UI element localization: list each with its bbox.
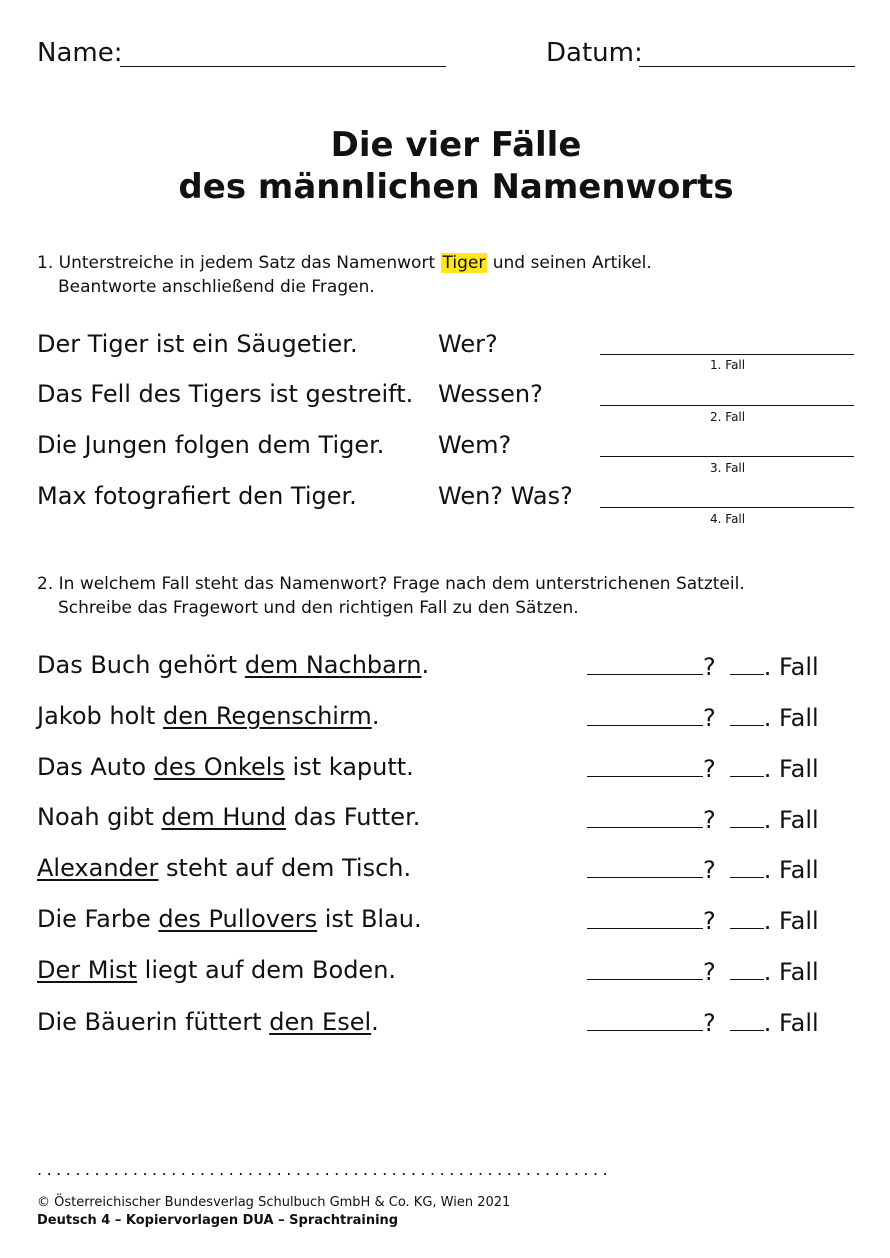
task1-question: Wer?	[438, 330, 498, 358]
sentence-text: .	[421, 651, 430, 679]
task1-sentence: Die Jungen folgen dem Tiger.	[37, 431, 385, 459]
task2-answer	[587, 907, 819, 935]
case-number-blank[interactable]	[730, 857, 764, 878]
task2-sentence	[37, 651, 429, 679]
task1-question: Wessen?	[438, 380, 543, 408]
fall-text: . Fall	[763, 958, 819, 986]
sentence-text: ist Blau.	[317, 905, 422, 933]
question-mark: ?	[703, 806, 716, 834]
underlined-phrase: den Regenschirm	[162, 702, 372, 730]
case-number-blank[interactable]	[730, 705, 764, 726]
underlined-phrase: des Onkels	[153, 753, 285, 781]
question-word-blank[interactable]	[587, 959, 703, 980]
copyright-text: © Österreichischer Bundesverlag Schulbuch GmbH & Co. KG, Wien 2021	[37, 1195, 511, 1210]
task1-answer-line[interactable]	[600, 354, 854, 355]
underlined-phrase: Der Mist	[37, 956, 138, 984]
fall-text: . Fall	[763, 1009, 819, 1037]
fall-text: . Fall	[763, 806, 819, 834]
task1-question: Wem?	[438, 431, 512, 459]
question-word-blank[interactable]	[587, 807, 703, 828]
task1-fall-label: 4. Fall	[710, 512, 746, 526]
case-number-blank[interactable]	[730, 654, 764, 675]
fall-text: . Fall	[763, 704, 819, 732]
task2-instruction-line2: Schreibe das Fragewort und den richtigen Fall zu den Sätzen.	[58, 598, 579, 618]
task1-instruction-prefix: 1. Unterstreiche in jedem Satz das Namenwort	[37, 253, 441, 273]
task1-instruction	[37, 251, 652, 275]
task2-sentence	[37, 905, 422, 933]
sentence-text: Noah gibt	[37, 803, 162, 831]
task1-answer-line[interactable]	[600, 456, 854, 457]
case-number-blank[interactable]	[730, 908, 764, 929]
task2-answer	[587, 653, 819, 681]
task2-answer	[587, 958, 819, 986]
underlined-phrase: Alexander	[37, 854, 159, 882]
sentence-text: das Futter.	[286, 803, 421, 831]
sentence-text: Das Auto	[37, 753, 154, 781]
sentence-text: .	[371, 1008, 379, 1036]
task2-answer	[587, 704, 819, 732]
name-label: Name:	[37, 38, 123, 68]
question-word-blank[interactable]	[587, 908, 703, 929]
task1-answer-line[interactable]	[600, 405, 854, 406]
sentence-text: Die Farbe	[37, 905, 159, 933]
task2-sentence	[37, 702, 379, 730]
sentence-text: liegt auf dem Boden.	[137, 956, 397, 984]
question-mark: ?	[703, 755, 716, 783]
date-field[interactable]	[639, 66, 855, 67]
task1-question: Wen? Was?	[438, 482, 573, 510]
highlighted-word: Tiger	[442, 253, 486, 273]
question-word-blank[interactable]	[587, 857, 703, 878]
underlined-phrase: dem Hund	[161, 803, 287, 831]
fall-text: . Fall	[763, 653, 819, 681]
task1-instruction-line2: Beantworte anschließend die Fragen.	[58, 277, 375, 297]
sentence-text: ist kaputt.	[284, 753, 414, 781]
underlined-phrase: des Pullovers	[158, 905, 318, 933]
task1-sentence: Der Tiger ist ein Säugetier.	[37, 330, 358, 358]
question-mark: ?	[703, 958, 716, 986]
task1-fall-label: 1. Fall	[710, 358, 746, 372]
cut-line: ............................................................	[37, 1160, 613, 1179]
series-title: Deutsch 4 – Kopiervorlagen DUA – Sprachtraining	[37, 1213, 399, 1228]
task1-sentence: Das Fell des Tigers ist gestreift.	[37, 380, 414, 408]
case-number-blank[interactable]	[730, 807, 764, 828]
fall-text: . Fall	[763, 907, 819, 935]
question-word-blank[interactable]	[587, 756, 703, 777]
question-mark: ?	[703, 1009, 716, 1037]
task2-sentence	[37, 956, 396, 984]
task2-answer	[587, 755, 819, 783]
question-mark: ?	[703, 653, 716, 681]
date-label: Datum:	[546, 38, 643, 68]
task1-instruction-suffix: und seinen Artikel.	[487, 253, 652, 273]
task2-instruction: 2. In welchem Fall steht das Namenwort? Frage nach dem unterstrichenen Satzteil.	[37, 574, 745, 594]
task2-sentence	[37, 1008, 379, 1036]
task2-answer	[587, 856, 819, 884]
name-field[interactable]	[120, 66, 446, 67]
task1-fall-label: 3. Fall	[710, 461, 746, 475]
task2-answer	[587, 1009, 819, 1037]
question-word-blank[interactable]	[587, 654, 703, 675]
task2-sentence	[37, 854, 411, 882]
sentence-text: .	[371, 702, 380, 730]
sentence-text: Das Buch gehört	[37, 651, 245, 679]
page-title-line1: Die vier Fälle	[330, 125, 582, 165]
task2-sentence	[37, 753, 414, 781]
sentence-text: Die Bäuerin füttert	[37, 1008, 270, 1036]
case-number-blank[interactable]	[730, 959, 764, 980]
task2-answer	[587, 806, 819, 834]
underlined-phrase: dem Nachbarn	[244, 651, 422, 679]
question-word-blank[interactable]	[587, 705, 703, 726]
case-number-blank[interactable]	[730, 1010, 764, 1031]
question-mark: ?	[703, 704, 716, 732]
case-number-blank[interactable]	[730, 756, 764, 777]
fall-text: . Fall	[763, 856, 819, 884]
fall-text: . Fall	[763, 755, 819, 783]
page-title-line2: des männlichen Namenworts	[178, 167, 734, 207]
task1-sentence: Max fotografiert den Tiger.	[37, 482, 357, 510]
question-word-blank[interactable]	[587, 1010, 703, 1031]
sentence-text: Jakob holt	[37, 702, 163, 730]
question-mark: ?	[703, 907, 716, 935]
question-mark: ?	[703, 856, 716, 884]
task1-answer-line[interactable]	[600, 507, 854, 508]
sentence-text: steht auf dem Tisch.	[158, 854, 412, 882]
task1-fall-label: 2. Fall	[710, 410, 746, 424]
task2-sentence	[37, 803, 420, 831]
underlined-phrase: den Esel	[269, 1008, 372, 1036]
